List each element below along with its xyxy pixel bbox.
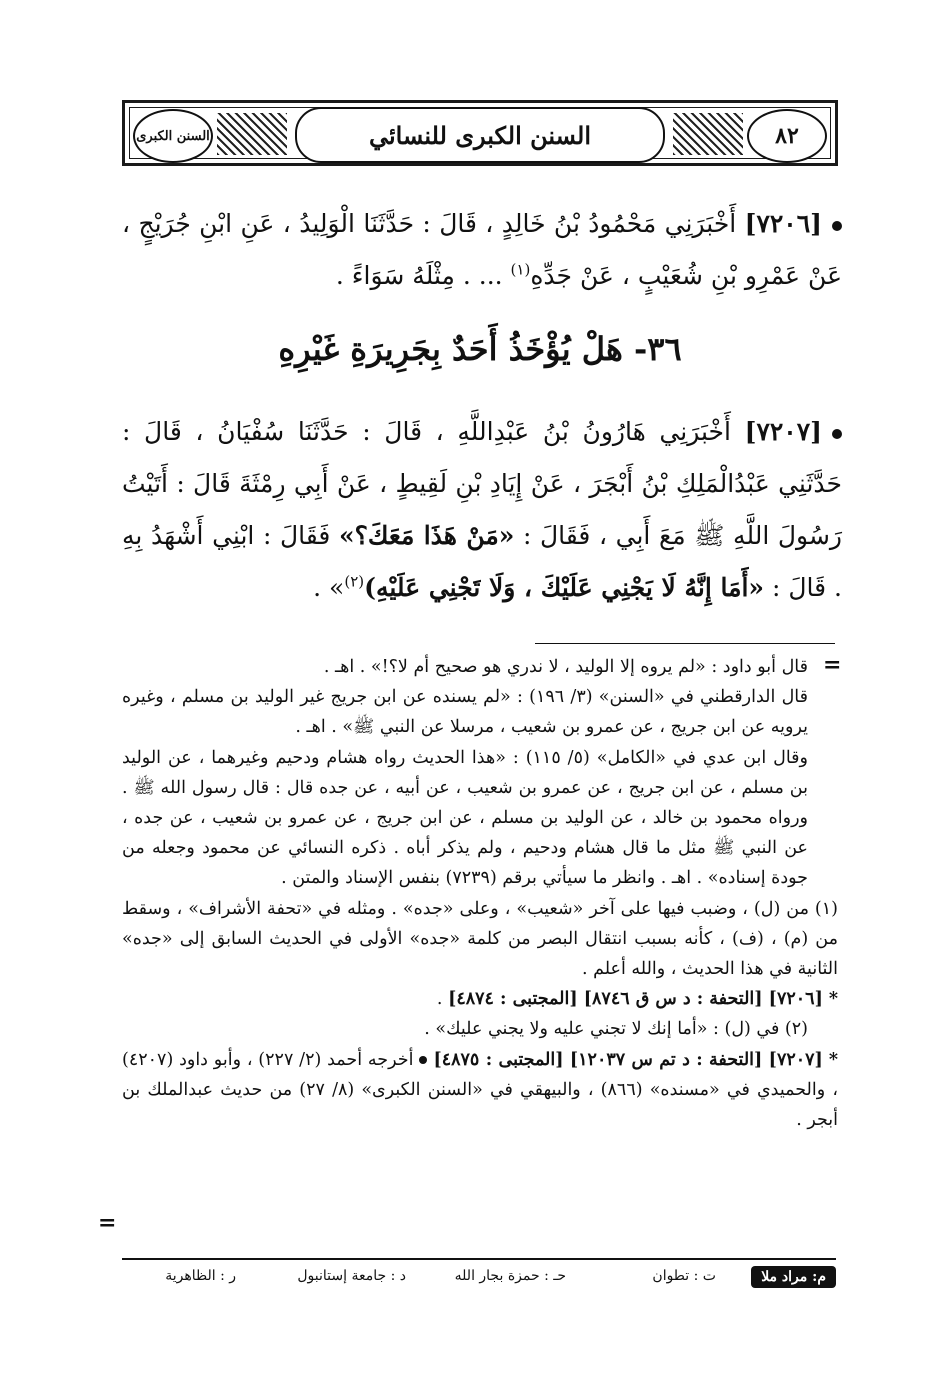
hadith-text: » .: [313, 573, 345, 602]
page-number-box: [747, 109, 827, 163]
hadith-7207: [122, 406, 842, 614]
manuscript-key: [122, 1264, 836, 1294]
takhrij-7207: [122, 1045, 838, 1136]
bullet-icon: [832, 429, 842, 439]
running-title: السنن الكبرى للنسائي: [368, 120, 592, 150]
hadith-text: ... . مِثْلَهُ سَوَاءً .: [335, 261, 503, 290]
continuation-marker: =: [823, 652, 842, 678]
hadith-7206-text: [122, 198, 842, 302]
hadith-text: عَمْرِو بْنِ شُعَيْبٍ ، عَنْ جَدِّهِ: [530, 261, 801, 290]
bullet-icon: [832, 221, 842, 231]
prophet-quote: «مَنْ هَذَا مَعَكَ؟»: [338, 521, 515, 550]
takhrij-reference: [٧٢٠٧] [التحفة : د تم س ١٢٠٣٧] [المجتبى : ٤٨٧٥]: [433, 1049, 823, 1070]
footnote-ref: (٢): [344, 572, 365, 591]
hadith-text: فَقَالَ : ابْنِي أَشْهَدُ بِهِ . قَالَ :: [122, 521, 842, 602]
hadith-text: أَخْبَرَنِي مَحْمُودُ بْنُ خَالِدٍ ، قَالَ : حَدَّثَنَا الْوَلِيدُ ، عَنِ ابْنِ جُرَيْجٍ ، عَنْ: [122, 209, 842, 290]
footnote-paragraph: قال أبو داود : «لم يروه إلا الوليد ، لا ندري هو صحيح أم لا؟!» . اهـ .: [323, 657, 808, 677]
footer-separator: [122, 1258, 836, 1260]
bullet-icon: [419, 1056, 427, 1064]
footnote-paragraph: وقال ابن عدي في «الكامل» (٥/ ١١٥) : «هذا الحديث رواه هشام ودحيم وغيرهما ، عن الوليد بن مسلم ، عن ابن جريج ، عن عمرو بن شعيب ، عن أبيه ، عن جده قال : قال رسول الله ﷺ . ورواه محمود بن خالد ، عن الوليد بن مسلم ، عن ابن جريج ، عن عمرو بن شعيب ، عن جده ، عن النبي ﷺ مثل ما قال هشام ودحيم ، ولم يذكر أباه . ذكره النسائي عن محمود وجعله من جودة إسناده» . اهـ . وانظر ما سيأتي برقم (٧٢٣٩) بنفس الإسناد والمتن .: [122, 747, 808, 889]
manuscript-code-d: د : جامعة إستانبول: [297, 1268, 406, 1284]
footnote-ref: (١): [510, 260, 531, 279]
hadith-7206: [122, 198, 842, 302]
takhrij-reference: [٧٢٠٦] [التحفة : د س ق ٨٧٤٦] [المجتبى : ٤٨٧٤]: [448, 989, 823, 1010]
page-header: [122, 100, 838, 166]
takhrij-text: أخرجه أحمد (٢/ ٢٢٧) ، وأبو داود (٤٢٠٧) ، والحميدي في «مسنده» (٨٦٦) ، والبيهقي في «السنن الكبرى» (٨/ ٢٧) من حديث عبدالملك بن أبجر .: [122, 1049, 838, 1131]
running-title-box: [295, 107, 665, 163]
page-number: ٨٢: [775, 123, 799, 149]
takhrij-end: .: [436, 989, 443, 1010]
prophet-quote: «أَمَا إِنَّهُ لَا يَجْنِي عَلَيْكَ ، وَلَا تَجْنِي عَلَيْهِ): [364, 573, 765, 602]
editor-badge: م: مراد ملا: [751, 1266, 836, 1288]
hadith-7207-text: [122, 406, 842, 614]
book-logo-text: السنن الكبرى: [136, 128, 210, 144]
manuscript-code-r: ر : الظاهرية: [165, 1268, 236, 1284]
hadith-number: [٧٢٠٧]: [744, 417, 822, 446]
footnotes: [122, 652, 838, 1135]
footnote-paragraph: قال الدارقطني في «السنن» (٣/ ١٩٦) : «لم يسنده عن ابن جريج غير الوليد بن مسلم ، وغيره يرويه عن ابن جريج ، عن عمرو بن شعيب ، مرسلا عن النبي ﷺ» . اهـ .: [122, 687, 808, 738]
book-logo: [133, 109, 213, 163]
manuscript-code-h: حـ : حمزة بجار الله: [454, 1268, 566, 1284]
header-ornament-left: [217, 113, 287, 155]
footnote-2: (٢) في (ل) : «أما إنك لا تجني عليه ولا يجني عليك» .: [424, 1019, 808, 1040]
continuation-marker-end: =: [98, 1210, 117, 1236]
manuscript-code-t: ت : تطوان: [652, 1268, 716, 1284]
hadith-text: أَخْبَرَنِي هَارُونُ بْنُ عَبْدِاللَّهِ ، قَالَ : حَدَّثَنَا سُفْيَانُ ، قَالَ : حَدَّثَنِي عَبْدُالْمَلِكِ بْنُ أَبْجَرَ ، عَنْ إِيَادِ بْنِ لَقِيطٍ ، عَنْ أَبِي رِمْثَةَ قَالَ : أَتَيْتُ رَسُولَ اللَّهِ ﷺ مَعَ أَبِي ، فَقَالَ :: [122, 417, 842, 550]
footnote-separator: [535, 643, 835, 644]
star-icon: *: [828, 1049, 838, 1070]
header-ornament-right: [673, 113, 743, 155]
takhrij-7206: [122, 984, 838, 1014]
star-icon: *: [828, 989, 838, 1010]
chapter-heading: ٣٦- هَلْ يُؤْخَذُ أَحَدٌ بِجَرِيرَةِ غَيْرِهِ: [278, 330, 682, 368]
footnote-1: (١) من (ل) ، وضبب فيها على آخر «شعيب» ، وعلى «جده» . ومثله في «تحفة الأشراف» ، وسقط من (م) ، (ف) ، كأنه بسبب انتقال البصر من كلمة «جده» الأولى في الحديث السابق إلى «جده» الثانية في هذا الحديث ، والله أعلم .: [122, 898, 838, 980]
hadith-number: [٧٢٠٦]: [744, 209, 822, 238]
